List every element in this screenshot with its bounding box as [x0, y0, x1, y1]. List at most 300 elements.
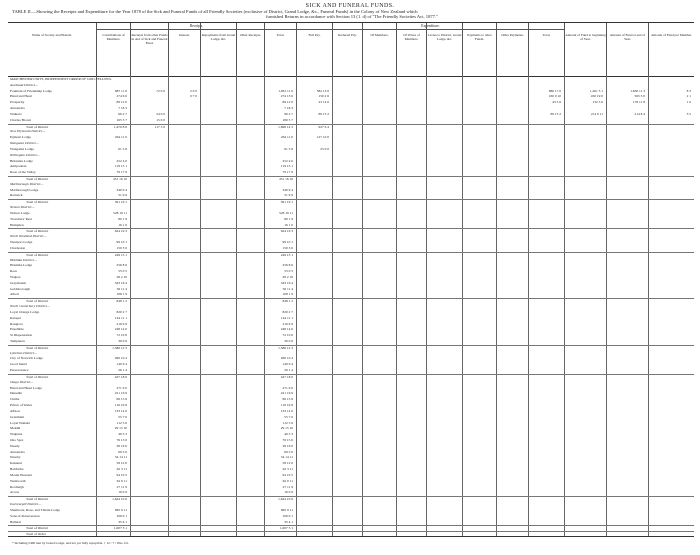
cell-value: 79 17 9: [282, 170, 293, 175]
table-row: [8, 356, 694, 360]
district-heading-row: [8, 182, 694, 186]
table-row: [8, 432, 694, 436]
cell-value: 1,061 11 6: [278, 88, 293, 93]
col-interest: Interest.: [168, 23, 200, 76]
table-row: [8, 450, 694, 454]
row-name: Waipuna: [10, 432, 23, 437]
cell-value: 25 0 0: [320, 146, 329, 151]
cell-value: 89 12 0: [116, 100, 127, 105]
cell-value: 99 10 1: [116, 240, 127, 245]
cell-value: 3 5: [686, 111, 691, 116]
row-name: Prince of Wales: [10, 403, 33, 408]
row-name: Total of District: [26, 229, 49, 234]
row-name: Antipodean: [10, 164, 27, 169]
table-row: [8, 333, 694, 337]
cell-value: 106 9 1: [116, 513, 127, 518]
row-name: Waipaa: [10, 274, 21, 279]
row-name: Kaiapoi: [10, 315, 22, 320]
table-row: [8, 118, 694, 122]
cell-value: 2 1: [686, 94, 691, 99]
row-name: Ensemble: [10, 327, 24, 332]
cell-value: 55 7 0: [118, 414, 127, 419]
district-heading-row: [8, 258, 694, 262]
total-row: [8, 252, 694, 257]
cell-value: 26 1 4: [118, 368, 127, 373]
cell-value: 79 17 9: [116, 170, 127, 175]
cell-value: 35 4 1: [284, 519, 293, 524]
col-fund-start: Amount of Fund at beginning of Year.: [564, 23, 606, 76]
cell-value: 1,586 12 3: [278, 345, 293, 350]
cell-value: 624 19 3: [280, 229, 293, 234]
cell-value: 51 9 9: [284, 193, 293, 198]
cell-value: 144 11 1: [114, 315, 127, 320]
cell-value: 69 5 0: [284, 449, 293, 454]
cell-value: 216 9 9: [116, 321, 127, 326]
expenditure-group-label: Expenditure.: [296, 23, 564, 30]
district-heading-row: [8, 129, 694, 133]
cell-value: 987 11 6: [114, 88, 127, 93]
cell-value: 264 11 0: [280, 135, 293, 140]
col-total-receipts: Total.: [264, 23, 296, 76]
cell-value: 271 6 0: [282, 385, 293, 390]
cell-value: 865 9 11: [280, 507, 293, 512]
row-name: Marlborough District—: [10, 181, 44, 186]
cell-value: 865 9 11: [114, 507, 127, 512]
table-row: [8, 485, 694, 489]
cell-value: 35 4 1: [118, 519, 127, 524]
cell-value: 1,624 10 6: [278, 497, 293, 502]
row-name: Goldsborough: [10, 286, 31, 291]
col-other-payments: Other Payments.: [496, 23, 528, 76]
table-row: [8, 473, 694, 477]
col-transfers-in: Receipts from other Funds in Aid of Sick and Funeral Fund.: [130, 23, 168, 76]
row-name: Total of District: [26, 497, 49, 502]
row-name: Rangiora: [10, 321, 23, 326]
cell-value: 16 1 0: [284, 222, 293, 227]
district-heading-row: [8, 153, 694, 157]
cell-value: 150 3 0: [282, 245, 293, 250]
row-name: Wellington District—: [10, 152, 40, 157]
row-name: Otago District—: [10, 379, 34, 384]
cell-value: 58 12 0: [116, 461, 127, 466]
table-row: [8, 159, 694, 163]
row-name: Ono Spot: [10, 438, 24, 442]
cell-value: 216 9 9: [282, 321, 293, 326]
cell-value: 43 5 6: [552, 100, 561, 105]
cell-value: 160 9 10: [548, 94, 561, 99]
table-row: [8, 217, 694, 221]
cell-value: 94 10 5: [282, 472, 293, 477]
row-name: Egmont Lodge: [10, 135, 31, 140]
cell-value: 66 15 6: [282, 397, 293, 402]
row-name: Invercargill District—: [10, 502, 42, 507]
cell-value: 528 19 11: [279, 210, 293, 215]
cell-value: 214 8 4: [634, 111, 645, 116]
cell-value: 271 6 0: [116, 385, 127, 390]
cell-value: 274 13 6: [280, 94, 293, 99]
cell-value: 133 14 0: [114, 408, 127, 413]
row-name: Auckland District—: [10, 82, 38, 87]
total-row: [8, 374, 694, 379]
row-name: Charleston: [10, 245, 26, 250]
cell-value: 248 14 0: [280, 327, 293, 332]
table-row: [8, 438, 694, 442]
row-name: Hokitika District—: [10, 257, 37, 262]
cell-value: 55 0 5: [284, 269, 293, 274]
table-row: [8, 368, 694, 372]
row-name: Total of District: [26, 252, 49, 257]
col-sickness-reduced: Reduced Pay.: [332, 23, 362, 76]
cell-value: 427 18 0: [280, 374, 293, 379]
cell-value: 16 1 0: [118, 222, 127, 227]
row-name: Nasely: [10, 443, 20, 448]
cell-value: 2 0 0: [190, 88, 197, 93]
row-name: Fountain of Friendship Lodge: [10, 88, 52, 93]
running-head: SICK AND FUNERAL FUNDS.: [305, 3, 395, 9]
cell-value: 528 19 11: [113, 210, 127, 215]
district-heading-row: [8, 351, 694, 355]
cell-value: 76 15 0: [282, 438, 293, 442]
cell-value: 1,586 12 3: [112, 345, 127, 350]
table-row: [8, 316, 694, 320]
table-row: [8, 211, 694, 215]
row-name: Total of District: [26, 124, 49, 129]
cell-value: 112 5 6: [116, 420, 127, 425]
table-row: [8, 391, 694, 395]
cell-value: 69 5 0: [118, 449, 127, 454]
cell-value: 119 15 1: [280, 164, 293, 169]
row-name: Britannia Lodge: [10, 158, 33, 163]
table-row: [8, 386, 694, 390]
cell-value: 0 7 0: [190, 94, 197, 99]
cell-value: 249 13 1: [280, 252, 293, 257]
cell-value: 27 11 9: [116, 484, 127, 489]
row-name: Travellers' Rest: [10, 216, 32, 221]
cell-value: 1,630 11 3: [630, 88, 645, 93]
row-name: Total of District: [26, 200, 49, 205]
table-row: [8, 508, 694, 512]
table-row: [8, 322, 694, 326]
cell-value: 820 2 7: [282, 309, 293, 314]
cell-value: 76 15 0: [116, 438, 127, 442]
table-header: [8, 22, 694, 77]
cell-value: 260 10 4: [114, 356, 127, 361]
cell-value: 1 0: [686, 100, 691, 105]
cell-value: 108 1 9: [116, 292, 127, 297]
cell-value: 28 16 0: [116, 443, 127, 448]
cell-value: 62 3 11: [116, 467, 127, 472]
col-death-wives: Of Wives of Members.: [396, 23, 426, 76]
cell-value: 8 3: [686, 88, 691, 93]
table-row: [8, 240, 694, 244]
table-row: [8, 246, 694, 250]
table-row: [8, 520, 694, 524]
cell-value: 340 9 4: [116, 187, 127, 192]
row-name: Total of District: [26, 299, 49, 304]
cell-value: 62 0 11: [116, 478, 127, 483]
table-row: [8, 100, 694, 104]
cell-value: 340 9 4: [282, 187, 293, 192]
cell-value: 391 19 1: [114, 200, 127, 205]
cell-value: 55 0 5: [118, 269, 127, 274]
cell-value: 72 10 6: [116, 333, 127, 338]
cell-value: 180 5 7: [282, 117, 293, 122]
row-name: Albion: [10, 408, 20, 413]
cell-value: 116 19 8: [114, 403, 127, 408]
district-heading-row: [8, 141, 694, 145]
col-total-expenditure: Total.: [528, 23, 564, 76]
table-row: [8, 106, 694, 110]
table-row: [8, 94, 694, 98]
cell-value: 1,007 3 1: [279, 526, 293, 531]
cell-value: 7 18 3: [118, 106, 127, 111]
table-row: [8, 479, 694, 483]
district-heading-row: [8, 502, 694, 506]
table-row: [8, 275, 694, 279]
cell-value: 248 14 0: [114, 327, 127, 332]
table-row: [8, 490, 694, 494]
cell-value: 140 6 4: [116, 362, 127, 367]
total-row: [8, 176, 694, 181]
cell-value: 16 0 9: [284, 490, 293, 495]
table-row: [8, 112, 694, 116]
table-row: [8, 223, 694, 227]
table-row: [8, 397, 694, 401]
cell-value: 848 1 2: [116, 299, 127, 304]
cell-value: 427 18 0: [114, 374, 127, 379]
cell-value: 119 15 1: [114, 164, 127, 169]
cell-value: 46 5 3: [284, 432, 293, 437]
table-row: [8, 455, 694, 459]
cell-value: 27 11 9: [282, 484, 293, 489]
cell-value: 1,698 14 3: [278, 124, 293, 129]
row-name: New Plymouth District—: [10, 129, 46, 134]
cell-value: 26 1 4: [284, 368, 293, 373]
cell-value: 90 2 7: [284, 111, 293, 116]
row-name: Wentworth: [10, 478, 26, 483]
cell-value: 116 19 8: [280, 403, 293, 408]
col-levies: Levies to District, Grand Lodge, &c.: [426, 23, 462, 76]
row-name: St Dispensation: [10, 333, 33, 338]
row-name: Good Intent: [10, 362, 27, 367]
table-row: [8, 263, 694, 267]
cell-value: 260 10 4: [280, 356, 293, 361]
cell-value: 144 11 1: [280, 315, 293, 320]
cell-value: 54 14 11: [280, 455, 293, 460]
cell-value: 117 5 0: [154, 124, 165, 129]
cell-value: 256 8 6: [116, 263, 127, 268]
row-name: Sons of Perseverance: [10, 513, 40, 518]
cell-value: 450 19 0: [590, 94, 603, 99]
table-row: [8, 188, 694, 192]
row-name: Hokitika Lodge: [10, 263, 33, 268]
col-name: Name of Society and Branch.: [31, 33, 72, 37]
col-payments-other: Payments to other Funds.: [462, 23, 496, 76]
cell-value: 391 19 1: [280, 200, 293, 205]
cell-value: 23 14 0: [318, 100, 329, 105]
cell-value: 30 0 6: [284, 339, 293, 344]
cell-value: 61 5 8: [118, 146, 127, 151]
cell-value: 214 0 11: [590, 111, 603, 116]
cell-value: 264 11 0: [114, 135, 127, 140]
row-name: Prosperity: [10, 100, 25, 105]
row-name: Nelson District—: [10, 205, 35, 210]
cell-value: 132 5 0: [592, 100, 603, 105]
cell-value: 1,624 10 6: [112, 497, 127, 502]
table-row: [8, 281, 694, 285]
table-row: [8, 147, 694, 151]
total-row: [8, 345, 694, 350]
cell-value: 46 5 3: [118, 432, 127, 437]
table-row: [8, 339, 694, 343]
table-row: [8, 193, 694, 197]
row-name: Total of District: [26, 345, 49, 350]
table-row: [8, 292, 694, 296]
row-name: Renwick: [10, 193, 23, 198]
table-row: [8, 327, 694, 331]
cell-value: 108 1 9: [282, 292, 293, 297]
cell-value: 28 2 10: [282, 274, 293, 279]
table-row: [8, 421, 694, 425]
cell-value: 55 7 0: [284, 414, 293, 419]
row-name: MANCHESTER UNITY, INDEPENDENT ORDER OF ODD FELLOWS.: [10, 77, 112, 81]
cell-value: 451 16 10: [279, 176, 293, 181]
cell-value: 80 1 9: [118, 216, 127, 221]
row-name: Wanganui District—: [10, 141, 39, 146]
table-row: [8, 403, 694, 407]
cell-value: 150 2 6: [318, 94, 329, 99]
table-row: [8, 415, 694, 419]
row-name: Loyal Waitaki: [10, 420, 30, 425]
district-heading-row: [8, 83, 694, 87]
row-name: Total of District: [26, 176, 49, 181]
row-name: Wanganui Lodge: [10, 146, 34, 151]
table-row: [8, 467, 694, 471]
footnote: * Including £400 lent by Grand Lodge, and not yet fully repayable. † 12 / 7 / Wes. fol.: [12, 541, 129, 545]
cell-value: 343 16 4: [280, 280, 293, 285]
cell-value: 256 8 6: [282, 263, 293, 268]
table-row: [8, 170, 694, 174]
cell-value: 582 13 6: [316, 88, 329, 93]
row-name: North Canterbury District—: [10, 304, 50, 309]
cell-value: 252 4 0: [116, 158, 127, 163]
cell-value: 686 17 6: [548, 88, 561, 93]
row-name: Grantham: [10, 414, 24, 419]
row-name: Loyal Orange Lodge: [10, 309, 40, 314]
cell-value: 62 3 11: [282, 467, 293, 472]
cell-value: 94 10 5: [116, 472, 127, 477]
cell-value: 252 4 0: [282, 158, 293, 163]
total-row: [8, 199, 694, 204]
table-row: [8, 135, 694, 139]
cell-value: 221 16 9: [280, 391, 293, 396]
table-row: [8, 362, 694, 366]
table-row: [8, 461, 694, 465]
cell-value: 61 5 8: [284, 146, 293, 151]
cell-value: 89 15 2: [318, 111, 329, 116]
district-heading-row: [8, 77, 694, 81]
cell-value: 99 10 1: [282, 240, 293, 245]
cell-value: 565 3 0: [634, 94, 645, 99]
table-row: [8, 89, 694, 93]
cell-value: 72 0 0: [156, 88, 165, 93]
cell-value: 29 15 10: [280, 426, 293, 431]
cell-value: 24 0 0: [156, 111, 165, 116]
cell-value: 451 16 10: [113, 176, 127, 181]
cell-value: 28 2 10: [116, 274, 127, 279]
row-name: Nelson Lodge: [10, 210, 30, 215]
row-name: Lyttelton District—: [10, 350, 38, 355]
cell-value: 249 13 1: [114, 252, 127, 257]
table-row: [8, 426, 694, 430]
table-title: [12, 9, 692, 20]
row-name: Alexandra: [10, 106, 25, 111]
cell-value: 7 18 3: [284, 106, 293, 111]
cell-value: 624 19 3: [114, 229, 127, 234]
cell-value: 1,007 3 1: [113, 526, 127, 531]
row-name: Ross: [10, 269, 17, 274]
cell-value: 54 14 11: [114, 455, 127, 460]
row-name: Total of Order: [26, 532, 46, 537]
row-name: Perseverance: [10, 368, 29, 373]
table-row: [8, 310, 694, 314]
district-heading-row: [8, 304, 694, 308]
title-line-2: furnished Returns in accordance with Section 13 (1. d) of "The Friendly Societies Act, 1877.": [265, 14, 439, 20]
receipts-group-label: Receipts.: [96, 23, 296, 30]
cell-value: 112 5 6: [282, 420, 293, 425]
table-row: [8, 444, 694, 448]
col-death-members: Of Members.: [362, 23, 396, 76]
district-heading-row: [8, 205, 694, 209]
row-name: Kakanui: [10, 461, 22, 466]
cell-value: 62 0 11: [282, 478, 293, 483]
cell-value: 927 6 4: [318, 124, 329, 129]
cell-value: 16 0 9: [118, 490, 127, 495]
row-name: Roxburgh: [10, 484, 24, 489]
row-name: Templeton: [10, 339, 25, 344]
row-name: Hand and Heart Lodge: [10, 385, 42, 390]
row-name: Dunedin: [10, 391, 23, 396]
cell-value: 51 9 9: [118, 193, 127, 198]
total-row: [8, 298, 694, 303]
cell-value: 15 0 0: [156, 117, 165, 122]
row-name: City of Norwich Lodge: [10, 356, 43, 361]
row-name: Hampden: [10, 222, 24, 227]
row-name: Arrow: [10, 490, 20, 495]
row-name: Naseby: [10, 455, 21, 460]
cell-value: 72 10 6: [282, 333, 293, 338]
cell-value: 58 12 0: [282, 461, 293, 466]
row-name: Ballarat: [10, 519, 22, 524]
total-row: [8, 496, 694, 501]
cell-value: 66 15 6: [116, 397, 127, 402]
col-sickness-full: Full Pay.: [296, 23, 332, 76]
cell-value: 56 11 4: [282, 286, 293, 291]
col-per-member: Amount of Fund per Member.: [648, 23, 694, 76]
col-fund-end: Amount of Fund at end of Year.: [606, 23, 648, 76]
cell-value: 89 15 2: [550, 111, 561, 116]
cell-value: 106 9 1: [282, 513, 293, 518]
row-name: Alexandra: [10, 449, 25, 454]
cell-value: 1,261 3 1: [589, 88, 603, 93]
cell-value: 28 16 0: [282, 443, 293, 448]
row-name: North Westland District—: [10, 234, 47, 239]
cell-value: 820 2 7: [116, 309, 127, 314]
cell-value: 140 6 4: [282, 362, 293, 367]
cell-value: 30 0 6: [118, 339, 127, 344]
total-row: [8, 531, 694, 536]
cell-value: 29 15 10: [114, 426, 127, 431]
